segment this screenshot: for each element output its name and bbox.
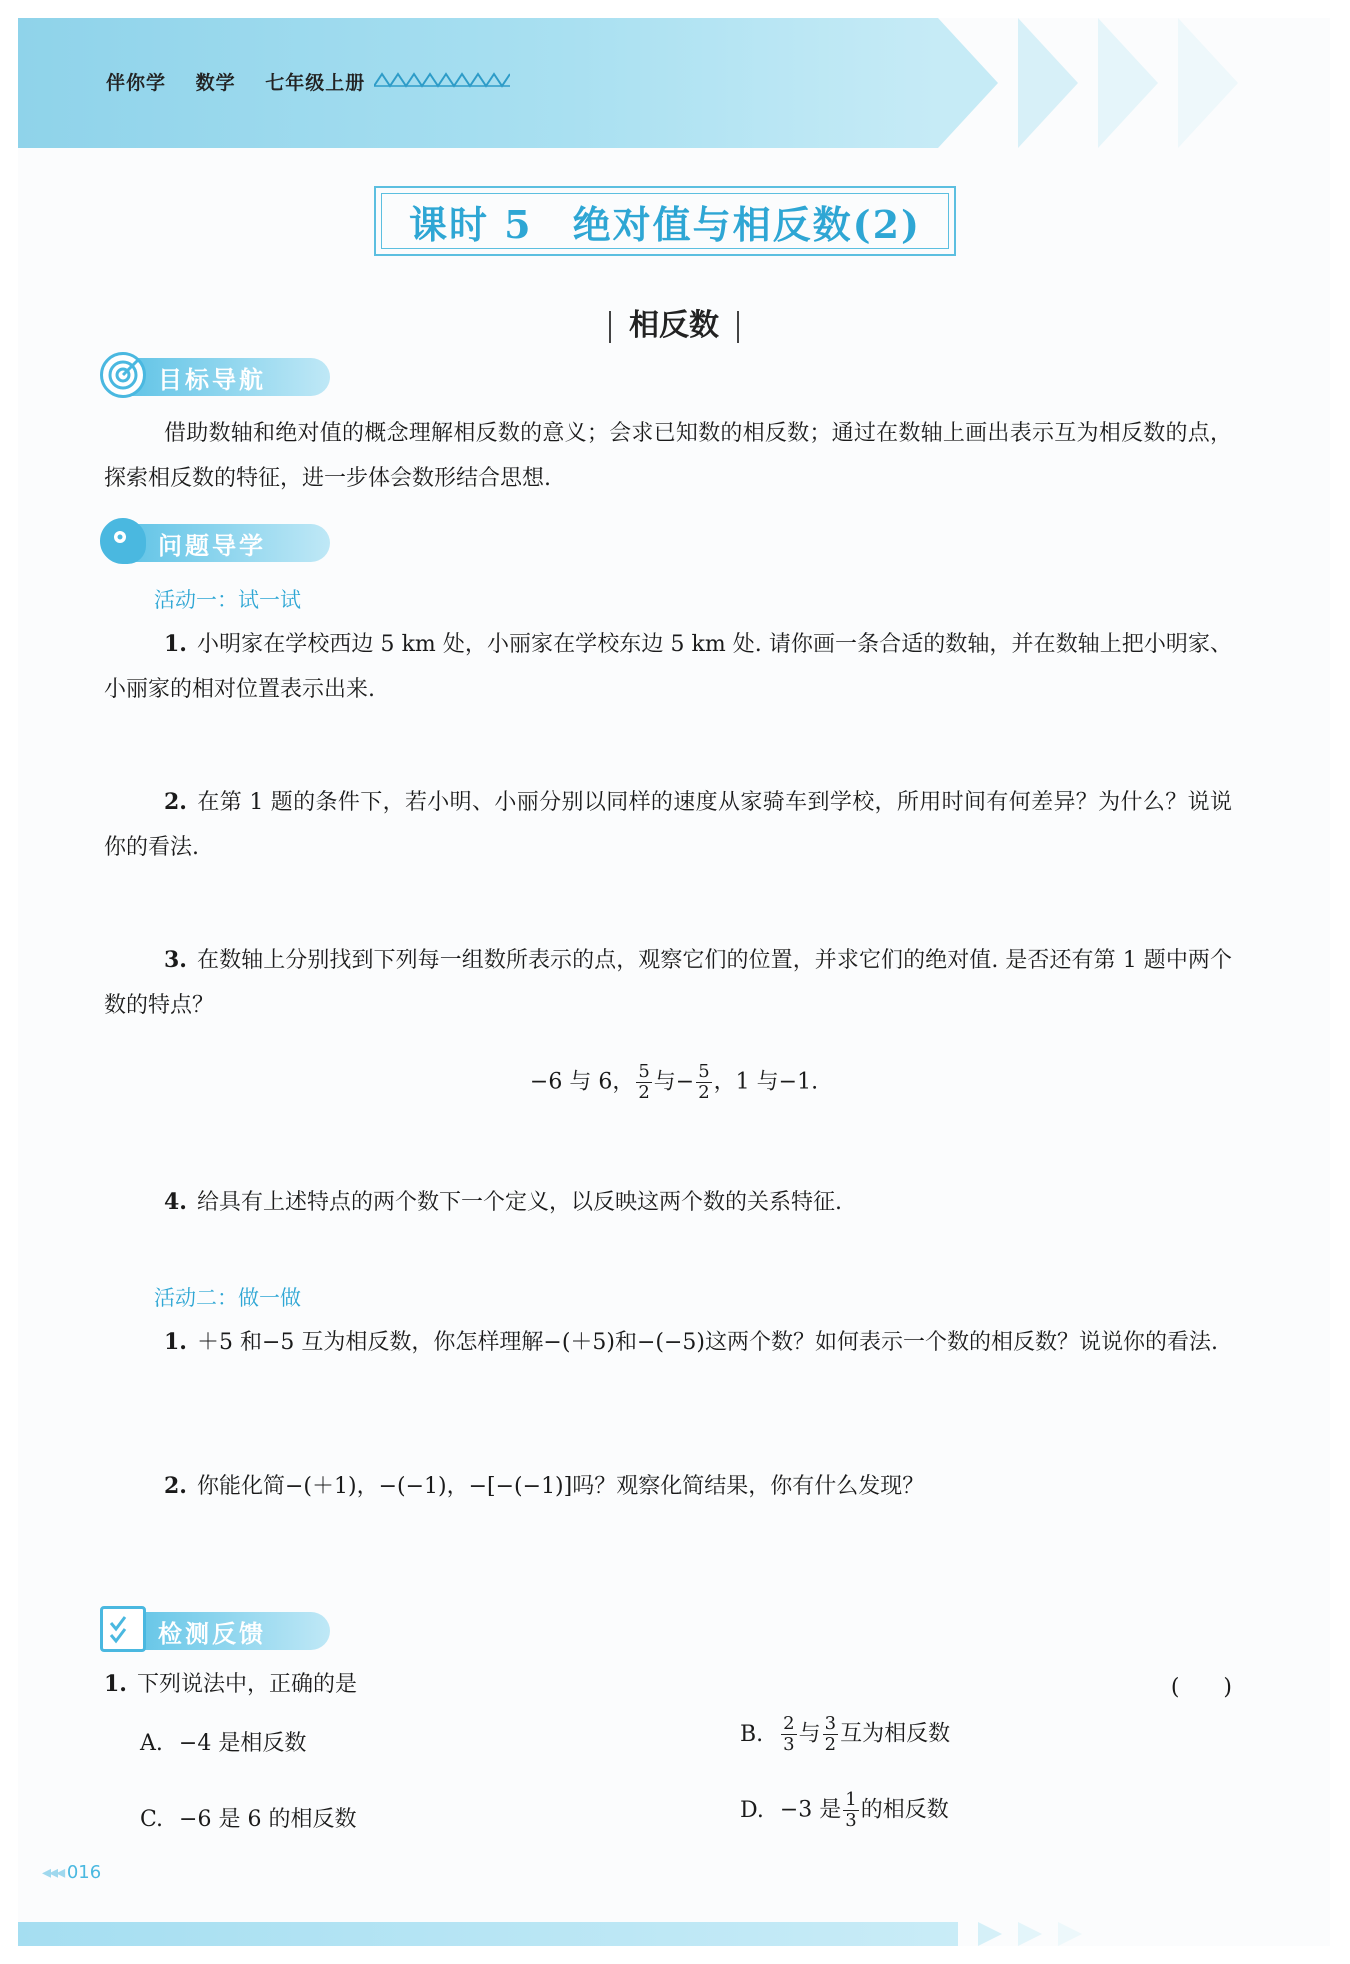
question-number: 2. (164, 789, 187, 815)
lesson-title-box (374, 186, 956, 256)
head-gear-icon (100, 518, 146, 564)
header-book: 伴你学 (106, 72, 167, 94)
question-a1-4 (104, 1180, 1232, 1225)
question-text: 你能化简−(＋1)，−(−1)，−[−(−1)]吗？观察化简结果，你有什么发现？ (196, 1474, 925, 1499)
question-number: 1. (104, 1671, 127, 1697)
section-tag-questions (100, 520, 340, 564)
question-number: 4. (164, 1189, 187, 1215)
section-tag-check (100, 1608, 340, 1652)
divider (737, 311, 739, 343)
lesson-title: 课时 5 绝对值与相反数(2) (381, 193, 949, 249)
fraction: $\frac{3}{2}$ (824, 1713, 837, 1755)
question-text: 给具有上述特点的两个数下一个定义，以反映这两个数的关系特征. (196, 1190, 842, 1215)
question-a2-1 (104, 1320, 1232, 1365)
checklist-icon (100, 1606, 146, 1652)
expr-part: 与− (653, 1069, 695, 1095)
number-pairs-expression (18, 1062, 1330, 1103)
section-label: 检测反馈 (158, 1620, 266, 1648)
section-label: 问题导学 (158, 532, 266, 560)
chevron-decoration (938, 18, 998, 148)
footer-band (18, 1922, 1330, 1946)
question-number: 3. (164, 947, 187, 973)
divider (609, 311, 611, 343)
chevron-decoration (1018, 18, 1078, 148)
chevron-decoration (1178, 18, 1238, 148)
question-a1-3 (104, 938, 1232, 1028)
question-a1-2 (104, 780, 1232, 870)
fraction: $\frac{5}{2}$ (698, 1061, 710, 1103)
option-a: A. −4 是相反数 (140, 1731, 307, 1756)
answer-blank: ( ) (1170, 1675, 1232, 1700)
question-text: ＋5 和−5 互为相反数，你怎样理解−(＋5)和−(−5)这两个数？如何表示一个数的相反数？说说你的看法. (196, 1330, 1219, 1355)
lesson-subtitle (18, 300, 1330, 344)
arrow-decoration-icon: ◂◂◂ (42, 1862, 67, 1883)
option-c: C. −6 是 6 的相反数 (140, 1807, 357, 1832)
option-b: B. $\frac{2}{3}$ 与 $\frac{3}{2}$ 互为相反数 (740, 1713, 951, 1755)
check-question-1 (104, 1662, 1232, 1707)
section-tag-goal (100, 354, 340, 398)
header-subject: 数学 (195, 72, 236, 94)
header-band (18, 18, 1330, 148)
question-a1-1 (104, 622, 1232, 712)
question-a2-2 (104, 1464, 1232, 1509)
question-text: 在数轴上分别找到下列每一组数所表示的点，观察它们的位置，并求它们的绝对值. 是否还有第 1 题中两个数的特点？ (104, 948, 1232, 1018)
question-number: 2. (164, 1473, 187, 1499)
activity-1-title: 活动一：试一试 (154, 588, 301, 612)
target-icon (100, 352, 146, 398)
zigzag-decoration (374, 72, 510, 88)
page (18, 18, 1330, 1946)
question-text: 在第 1 题的条件下，若小明、小丽分别以同样的速度从家骑车到学校，所用时间有何差异？为什么？说说你的看法. (104, 790, 1232, 860)
question-number: 1. (164, 631, 187, 657)
question-number: 1. (164, 1329, 187, 1355)
question-text: 下列说法中，正确的是 (136, 1672, 357, 1697)
page-number: ◂◂◂ 016 (42, 1862, 102, 1883)
header-breadcrumb (106, 68, 387, 95)
fraction: $\frac{5}{2}$ (638, 1061, 650, 1103)
question-text: 小明家在学校西边 5 km 处，小丽家在学校东边 5 km 处. 请你画一条合适的数轴，并在数轴上把小明家、小丽家的相对位置表示出来. (104, 632, 1232, 702)
option-d: D. −3 是 $\frac{1}{3}$ 的相反数 (740, 1789, 949, 1831)
fraction: $\frac{1}{3}$ (845, 1789, 857, 1831)
section-label: 目标导航 (158, 366, 266, 394)
chevron-decoration (1098, 18, 1158, 148)
fraction: $\frac{2}{3}$ (783, 1713, 795, 1755)
expr-part: ，1 与−1. (713, 1069, 819, 1095)
subtitle-text: 相反数 (629, 308, 719, 343)
expr-part: −6 与 6， (529, 1069, 635, 1095)
goal-text: 借助数轴和绝对值的概念理解相反数的意义；会求已知数的相反数；通过在数轴上画出表示互为相反数的点，探索相反数的特征，进一步体会数形结合思想. (104, 421, 1232, 491)
activity-2-title: 活动二：做一做 (154, 1286, 301, 1310)
header-grade: 七年级上册 (265, 72, 366, 94)
